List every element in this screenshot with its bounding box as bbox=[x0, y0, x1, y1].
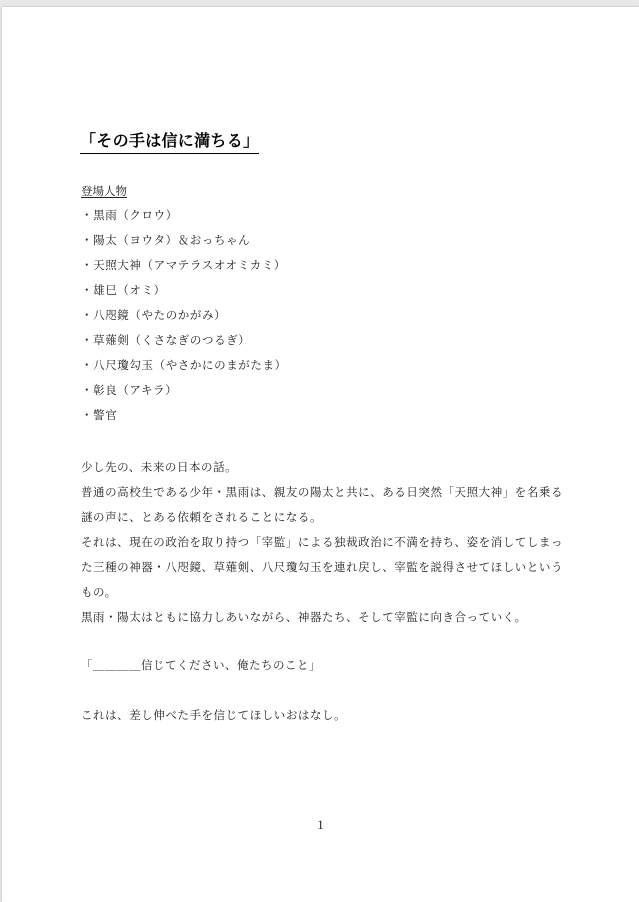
synopsis-paragraph: 黒雨・陽太はともに協力しあいながら、神器たち、そして宰監に向き合っていく。 bbox=[81, 610, 527, 624]
characters-heading: 登場人物 bbox=[81, 184, 127, 198]
character-item: ・雄巳（オミ） bbox=[81, 283, 166, 297]
document-page bbox=[2, 7, 639, 902]
closing-line: これは、差し伸べた手を信じてほしいおはなし。 bbox=[81, 708, 347, 722]
character-item: ・陽太（ヨウタ）＆おっちゃん bbox=[81, 233, 251, 247]
character-item: ・黒雨（クロウ） bbox=[81, 208, 178, 222]
character-item: ・天照大神（アマテラスオオミカミ） bbox=[81, 258, 287, 272]
synopsis-paragraph: それは、現在の政治を取り持つ「宰監」による独裁政治に不満を持ち、姿を消してしまった三種の神器・八咫鏡、草薙剣、八尺瓊勾玉を連れ戻し、宰監を説得させてほしいというもの。 bbox=[81, 535, 563, 599]
page-number: 1 bbox=[317, 817, 324, 832]
synopsis-paragraph: 普通の高校生である少年・黒雨は、親友の陽太と共に、ある日突然「天照大神」を名乗る謎の声に、とある依頼をされることになる。 bbox=[81, 485, 563, 524]
character-item: ・草薙剣（くさなぎのつるぎ） bbox=[81, 333, 251, 347]
character-item: ・警官 bbox=[81, 408, 118, 422]
quote-line: 「＿＿＿＿信じてください、俺たちのこと」 bbox=[81, 658, 321, 672]
character-item: ・彰良（アキラ） bbox=[81, 383, 178, 397]
document-title: 「その手は信に満ちる」 bbox=[80, 129, 259, 154]
synopsis-paragraph: 少し先の、未来の日本の話。 bbox=[81, 460, 238, 474]
character-item: ・八咫鏡（やたのかがみ） bbox=[81, 308, 227, 322]
synopsis bbox=[81, 455, 569, 630]
character-item: ・八尺瓊勾玉（やさかにのまがたま） bbox=[81, 358, 287, 372]
character-list bbox=[81, 205, 287, 430]
